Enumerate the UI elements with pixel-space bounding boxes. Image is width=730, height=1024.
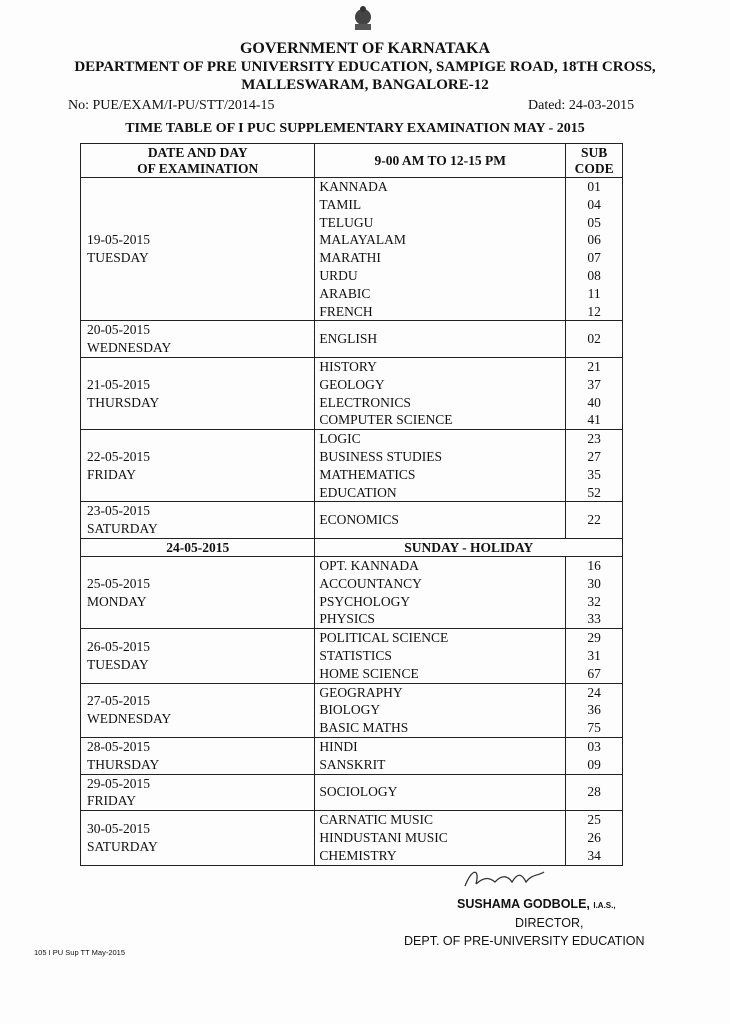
subject-code: 04 [587, 196, 601, 212]
exam-date-cell [81, 737, 315, 774]
subject-code: 07 [587, 250, 601, 266]
subject-name: LOGIC [319, 431, 361, 447]
exam-day: THURSDAY [87, 756, 160, 772]
subject-name: PHYSICS [319, 611, 375, 627]
exam-date-cell [81, 430, 315, 502]
subject-code: 22 [587, 512, 601, 528]
subjects-cell [315, 357, 566, 429]
signature-image [460, 866, 550, 892]
subject-name: FRENCH [319, 303, 373, 319]
govt-heading: GOVERNMENT OF KARNATAKA [239, 40, 491, 57]
exam-day-row [81, 683, 623, 737]
exam-day-row [81, 629, 623, 683]
exam-date-cell [81, 178, 315, 321]
subject-code: 33 [587, 611, 601, 627]
subject-code: 27 [587, 448, 601, 464]
exam-date: 19-05-2015 [87, 232, 150, 248]
subjects-cell [315, 430, 566, 502]
subject-name: ENGLISH [319, 331, 378, 347]
codes-cell [566, 556, 623, 628]
exam-day-row [81, 556, 623, 628]
subject-name: URDU [319, 267, 358, 283]
exam-date: 25-05-2015 [87, 575, 150, 591]
subject-name: TAMIL [319, 196, 362, 212]
subject-code: 25 [587, 812, 601, 828]
header-date: DATE AND DAY OF EXAMINATION [81, 144, 315, 178]
subject-code: 24 [587, 684, 601, 700]
exam-date: 26-05-2015 [87, 639, 150, 655]
table-header-row [81, 144, 623, 178]
subject-code: 52 [587, 484, 601, 500]
exam-day-row [81, 430, 623, 502]
exam-date-cell [81, 357, 315, 429]
exam-date: 22-05-2015 [87, 448, 150, 464]
exam-day: TUESDAY [87, 656, 149, 672]
exam-day: THURSDAY [87, 394, 160, 410]
subject-name: HINDI [319, 738, 358, 754]
exam-day: TUESDAY [87, 250, 149, 266]
subject-name: TELUGU [319, 214, 374, 230]
subject-code: 09 [587, 756, 601, 772]
codes-cell [566, 811, 623, 865]
subject-code: 02 [587, 331, 601, 347]
subject-code: 29 [587, 630, 601, 646]
exam-day: SATURDAY [87, 838, 158, 854]
timetable [80, 143, 623, 866]
subject-code: 01 [587, 179, 601, 194]
exam-day: FRIDAY [87, 466, 137, 482]
subjects-cell [315, 556, 566, 628]
subject-code: 67 [587, 665, 601, 681]
exam-date: 30-05-2015 [87, 821, 150, 836]
holiday-label: SUNDAY - HOLIDAY [315, 538, 623, 556]
subject-code: 41 [587, 412, 601, 428]
exam-day-row [81, 774, 623, 811]
subject-name: EDUCATION [319, 484, 397, 500]
subject-name: GEOLOGY [319, 376, 385, 392]
subject-code: 26 [587, 829, 601, 845]
signatory-name: SUSHAMA GODBOLE, I.A.S., [457, 897, 616, 911]
exam-day-row [81, 357, 623, 429]
exam-date-cell [81, 774, 315, 811]
holiday-row [81, 538, 623, 556]
subject-code: 23 [587, 431, 601, 447]
exam-day: FRIDAY [87, 793, 137, 809]
subject-name: STATISTICS [319, 647, 392, 663]
exam-date: 29-05-2015 [87, 775, 150, 791]
subject-name: SOCIOLOGY [319, 784, 398, 800]
subject-name: ELECTRONICS [319, 394, 411, 410]
subject-name: ACCOUNTANCY [319, 575, 422, 591]
subject-code: 08 [587, 267, 601, 283]
codes-cell [566, 357, 623, 429]
subjects-cell [315, 321, 566, 358]
exam-day-row [81, 502, 623, 539]
exam-date-cell [81, 811, 315, 865]
subjects-cell [315, 774, 566, 811]
codes-cell [566, 683, 623, 737]
subject-name: OPT. KANNADA [319, 557, 419, 573]
subject-code: 03 [587, 738, 601, 754]
dept-address-line2: MALLESWARAM, BANGALORE-12 [241, 77, 489, 93]
exam-day: MONDAY [87, 593, 147, 609]
exam-date-cell [81, 629, 315, 683]
codes-cell [566, 737, 623, 774]
exam-date-cell [81, 683, 315, 737]
exam-date: 23-05-2015 [87, 503, 150, 519]
exam-date: 20-05-2015 [87, 322, 150, 338]
subject-name: MARATHI [319, 250, 381, 266]
subject-name: MATHEMATICS [319, 466, 416, 482]
subject-name: HOME SCIENCE [319, 665, 419, 681]
exam-date: 21-05-2015 [87, 376, 150, 392]
subject-name: ECONOMICS [319, 512, 399, 528]
subject-name: CHEMISTRY [319, 847, 397, 863]
exam-day-row [81, 178, 623, 321]
subject-code: 28 [587, 784, 601, 800]
subject-code: 40 [587, 394, 601, 410]
subject-code: 06 [587, 232, 601, 248]
codes-cell [566, 321, 623, 358]
codes-cell [566, 178, 623, 321]
state-emblem-icon [348, 4, 378, 34]
subjects-cell [315, 629, 566, 683]
subject-code: 75 [587, 720, 601, 736]
header-time: 9-00 AM TO 12-15 PM [315, 144, 566, 178]
codes-cell [566, 629, 623, 683]
exam-day: SATURDAY [87, 521, 158, 537]
subject-code: 30 [587, 575, 601, 591]
subject-name: KANNADA [319, 179, 388, 194]
exam-date-cell [81, 321, 315, 358]
subject-code: 05 [587, 214, 601, 230]
subject-name: HINDUSTANI MUSIC [319, 829, 448, 845]
signatory-dept: DEPT. OF PRE-UNIVERSITY EDUCATION [404, 934, 645, 948]
subjects-cell [315, 502, 566, 539]
subject-name: GEOGRAPHY [319, 684, 403, 700]
subject-name: BIOLOGY [319, 702, 381, 718]
subject-name: CARNATIC MUSIC [319, 812, 434, 828]
subjects-cell [315, 811, 566, 865]
exam-day-row [81, 321, 623, 358]
holiday-date: 24-05-2015 [81, 538, 315, 556]
subject-name: HISTORY [319, 358, 377, 374]
subject-code: 32 [587, 593, 601, 609]
subject-code: 21 [587, 358, 601, 374]
subject-code: 34 [587, 847, 601, 863]
subject-code: 36 [587, 702, 601, 718]
subjects-cell [315, 178, 566, 321]
exam-date: 27-05-2015 [87, 693, 150, 709]
subject-code: 16 [587, 557, 601, 573]
exam-date-cell [81, 556, 315, 628]
subject-name: BUSINESS STUDIES [319, 448, 443, 464]
subject-code: 12 [587, 303, 601, 319]
footer-reference: 105 I PU Sup TT May-2015 [34, 948, 126, 957]
exam-date: 28-05-2015 [87, 738, 150, 754]
timetable-title: TIME TABLE OF I PUC SUPPLEMENTARY EXAMINATION MAY - 2015 [125, 121, 585, 136]
codes-cell [566, 502, 623, 539]
subject-name: COMPUTER SCIENCE [319, 412, 453, 428]
signatory-title: DIRECTOR, [515, 916, 584, 930]
subject-name: SANSKRIT [319, 756, 386, 772]
subject-name: PSYCHOLOGY [319, 593, 411, 609]
subject-name: BASIC MATHS [319, 720, 409, 736]
dated: Dated: 24-03-2015 [528, 98, 635, 113]
reference-number: No: PUE/EXAM/I-PU/STT/2014-15 [68, 98, 275, 113]
subject-code: 11 [587, 285, 601, 301]
subject-code: 35 [587, 466, 601, 482]
subject-code: 37 [587, 376, 601, 392]
dept-address-line1: DEPARTMENT OF PRE UNIVERSITY EDUCATION, SAMPIGE ROAD, 18TH CROSS, [74, 59, 656, 75]
exam-day-row [81, 737, 623, 774]
subjects-cell [315, 683, 566, 737]
exam-day-row [81, 811, 623, 865]
exam-date-cell [81, 502, 315, 539]
subject-name: ARABIC [319, 285, 371, 301]
exam-day: WEDNESDAY [87, 340, 172, 356]
subject-name: POLITICAL SCIENCE [319, 630, 449, 646]
codes-cell [566, 774, 623, 811]
subject-name: MALAYALAM [319, 232, 406, 248]
header-code: SUB CODE [566, 144, 623, 178]
subject-code: 31 [587, 647, 601, 663]
exam-day: WEDNESDAY [87, 711, 172, 727]
subjects-cell [315, 737, 566, 774]
codes-cell [566, 430, 623, 502]
